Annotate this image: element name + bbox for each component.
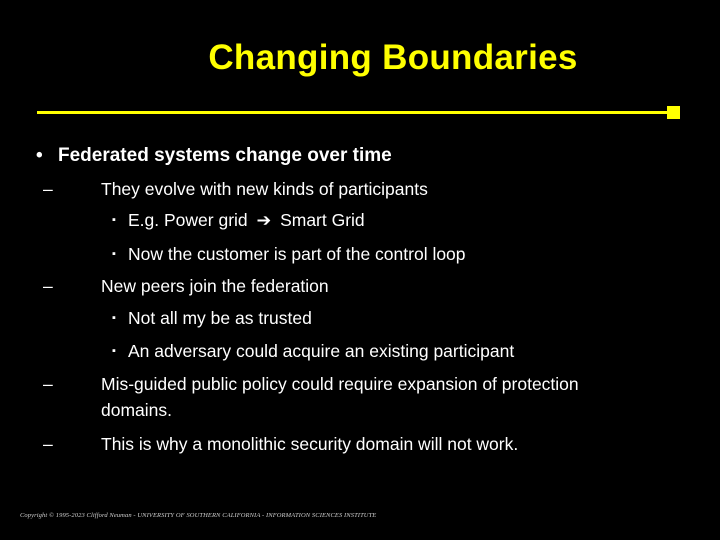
bullet-text: domains. [101, 400, 173, 420]
dash-marker: – [43, 276, 53, 296]
bullet-text: New peers join the federation [101, 276, 329, 296]
slide-title: Changing Boundaries [208, 38, 578, 77]
bullet-text: Now the customer is part of the control loop [128, 244, 466, 264]
bullet-item-1 [36, 145, 392, 167]
arrow-right-icon: ➔ [256, 210, 272, 230]
bullet-item-5 [43, 276, 329, 297]
dash-marker: – [43, 179, 53, 199]
bullet-text: Not all my be as trusted [128, 308, 312, 328]
square-marker: ▪ [112, 214, 116, 226]
dash-marker: – [43, 434, 53, 454]
bullet-marker: • [36, 145, 43, 166]
bullet-text-left: E.g. Power grid [128, 210, 248, 230]
bullet-item-8-continuation [101, 400, 172, 421]
copyright-footer: Copyright © 1995-2023 Clifford Neuman - UNIVERSITY OF SOUTHERN CALIFORNIA - INFORMATION SCIENCES INSTITUTE [20, 512, 377, 519]
bullet-text: They evolve with new kinds of participants [101, 179, 428, 199]
dash-marker: – [43, 374, 53, 394]
bullet-item-8 [43, 374, 579, 395]
bullet-text-right: Smart Grid [280, 210, 365, 230]
title-rule-line [37, 111, 667, 114]
bullet-text: This is why a monolithic security domain will not work. [101, 434, 519, 454]
bullet-text: An adversary could acquire an existing participant [128, 341, 515, 361]
bullet-text: Federated systems change over time [58, 145, 392, 166]
square-marker: ▪ [112, 345, 116, 357]
square-marker: ▪ [112, 312, 116, 324]
square-marker: ▪ [112, 248, 116, 260]
title-rule-square [667, 106, 680, 119]
bullet-item-3 [112, 210, 365, 231]
bullet-item-2 [43, 179, 428, 200]
bullet-item-4 [112, 244, 466, 265]
bullet-item-9 [43, 434, 519, 455]
bullet-text: Mis-guided public policy could require expansion of protection [101, 374, 579, 394]
bullet-item-6 [112, 308, 312, 329]
bullet-item-7 [112, 341, 515, 362]
